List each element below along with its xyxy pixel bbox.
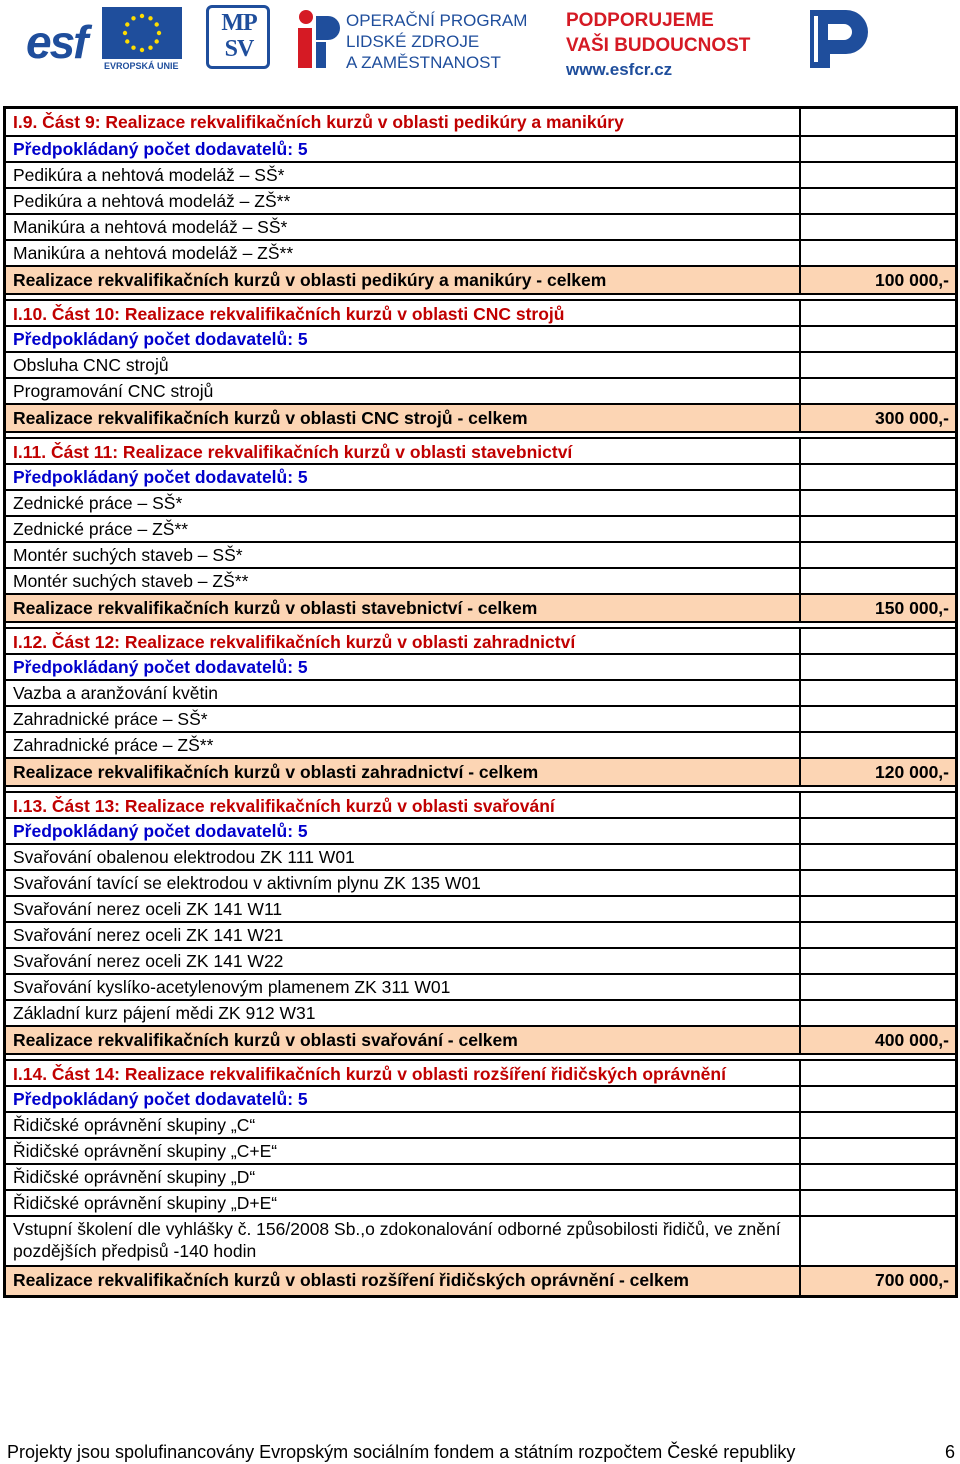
row-amount: 700 000,- bbox=[801, 1267, 955, 1295]
row-label: Řidičské oprávnění skupiny „C+E“ bbox=[6, 1139, 801, 1163]
eu-star-icon bbox=[140, 14, 144, 18]
course-item-row bbox=[6, 845, 955, 871]
row-amount bbox=[801, 871, 955, 895]
row-label: Zahradnické práce – SŠ* bbox=[6, 707, 801, 731]
budget-table bbox=[3, 106, 958, 1298]
course-item-row bbox=[6, 1191, 955, 1217]
eu-star-icon bbox=[148, 16, 152, 20]
row-amount bbox=[801, 353, 955, 377]
row-label: Manikúra a nehtová modeláž – ZŠ** bbox=[6, 241, 801, 265]
eu-caption: EVROPSKÁ UNIE bbox=[104, 61, 179, 71]
section-total-row bbox=[6, 1027, 955, 1055]
course-item-row bbox=[6, 491, 955, 517]
row-amount bbox=[801, 241, 955, 265]
course-item-row bbox=[6, 923, 955, 949]
mpsv-logo-top: MP bbox=[221, 10, 257, 36]
row-label: Zednické práce – ZŠ** bbox=[6, 517, 801, 541]
section-total-row bbox=[6, 1267, 955, 1295]
mpsv-logo bbox=[206, 5, 270, 69]
row-label: Realizace rekvalifikačních kurzů v oblasti zahradnictví - celkem bbox=[6, 759, 801, 785]
eu-star-icon bbox=[140, 48, 144, 52]
row-amount bbox=[801, 163, 955, 187]
eu-star-icon bbox=[157, 31, 161, 35]
eu-star-icon bbox=[155, 39, 159, 43]
row-label: Realizace rekvalifikačních kurzů v oblasti stavebnictví - celkem bbox=[6, 595, 801, 621]
row-amount bbox=[801, 1001, 955, 1025]
section-heading-row bbox=[6, 1059, 955, 1087]
row-amount bbox=[801, 491, 955, 515]
row-label: Vstupní školení dle vyhlášky č. 156/2008 Sb.,o zdokonalování odborné způsobilosti řidičů, ve znění pozdějších předpisů -140 hodin bbox=[6, 1217, 801, 1265]
section-total-row bbox=[6, 267, 955, 295]
row-label: Obsluha CNC strojů bbox=[6, 353, 801, 377]
course-item-row bbox=[6, 897, 955, 923]
course-item-row bbox=[6, 1165, 955, 1191]
section-heading-row bbox=[6, 627, 955, 655]
row-amount: 400 000,- bbox=[801, 1027, 955, 1053]
supplier-count-row bbox=[6, 327, 955, 353]
row-label: Svařování nerez oceli ZK 141 W21 bbox=[6, 923, 801, 947]
row-label: Svařování obalenou elektrodou ZK 111 W01 bbox=[6, 845, 801, 869]
row-label: Předpokládaný počet dodavatelů: 5 bbox=[6, 1087, 801, 1111]
row-label: Předpokládaný počet dodavatelů: 5 bbox=[6, 819, 801, 843]
row-amount bbox=[801, 975, 955, 999]
supplier-count-row bbox=[6, 465, 955, 491]
course-item-row bbox=[6, 975, 955, 1001]
supplier-count-row bbox=[6, 1087, 955, 1113]
row-amount bbox=[801, 109, 955, 135]
row-label: Předpokládaný počet dodavatelů: 5 bbox=[6, 137, 801, 161]
row-amount bbox=[801, 655, 955, 679]
row-label: Zednické práce – SŠ* bbox=[6, 491, 801, 515]
row-label: Předpokládaný počet dodavatelů: 5 bbox=[6, 327, 801, 351]
row-amount bbox=[801, 1217, 955, 1265]
eu-star-icon bbox=[131, 46, 135, 50]
section-total-row bbox=[6, 595, 955, 623]
row-amount bbox=[801, 629, 955, 653]
op-text bbox=[346, 10, 527, 73]
row-amount bbox=[801, 923, 955, 947]
section-heading-row bbox=[6, 437, 955, 465]
course-item-row bbox=[6, 517, 955, 543]
course-item-row bbox=[6, 681, 955, 707]
row-label: Svařování nerez oceli ZK 141 W22 bbox=[6, 949, 801, 973]
row-label: Řidičské oprávnění skupiny „D“ bbox=[6, 1165, 801, 1189]
course-item-row bbox=[6, 241, 955, 267]
p-emblem-icon bbox=[806, 6, 870, 72]
op-line-3: A ZAMĚSTNANOST bbox=[346, 53, 501, 72]
esf-logo bbox=[24, 9, 100, 71]
course-item-row bbox=[6, 189, 955, 215]
eu-star-icon bbox=[131, 16, 135, 20]
row-amount bbox=[801, 189, 955, 213]
course-item-row bbox=[6, 1113, 955, 1139]
course-item-row bbox=[6, 871, 955, 897]
op-lzz-logo bbox=[294, 6, 528, 72]
slogan-line-1: PODPORUJEME bbox=[566, 10, 714, 31]
course-item-row bbox=[6, 1217, 955, 1267]
eu-star-icon bbox=[123, 31, 127, 35]
row-amount bbox=[801, 465, 955, 489]
row-amount: 100 000,- bbox=[801, 267, 955, 293]
esf-eu-logo bbox=[24, 5, 182, 71]
op-line-1: OPERAČNÍ PROGRAM bbox=[346, 11, 528, 30]
row-amount bbox=[801, 845, 955, 869]
row-label: Programování CNC strojů bbox=[6, 379, 801, 403]
row-amount bbox=[801, 1087, 955, 1111]
section-total-row bbox=[6, 405, 955, 433]
row-label: Vazba a aranžování květin bbox=[6, 681, 801, 705]
course-item-row bbox=[6, 569, 955, 595]
row-amount bbox=[801, 707, 955, 731]
eu-star-icon bbox=[125, 39, 129, 43]
row-amount bbox=[801, 517, 955, 541]
row-amount bbox=[801, 1061, 955, 1085]
row-label: Předpokládaný počet dodavatelů: 5 bbox=[6, 655, 801, 679]
row-amount bbox=[801, 733, 955, 757]
course-item-row bbox=[6, 163, 955, 189]
row-amount bbox=[801, 949, 955, 973]
row-label: Řidičské oprávnění skupiny „D+E“ bbox=[6, 1191, 801, 1215]
row-amount bbox=[801, 1113, 955, 1137]
row-amount bbox=[801, 681, 955, 705]
row-label: I.11. Část 11: Realizace rekvalifikačních kurzů v oblasti stavebnictví bbox=[6, 439, 801, 463]
row-amount: 300 000,- bbox=[801, 405, 955, 431]
row-amount bbox=[801, 1191, 955, 1215]
course-item-row bbox=[6, 379, 955, 405]
op-figure-icon bbox=[294, 8, 340, 70]
row-label: Předpokládaný počet dodavatelů: 5 bbox=[6, 465, 801, 489]
course-item-row bbox=[6, 707, 955, 733]
row-label: Pedikúra a nehtová modeláž – ZŠ** bbox=[6, 189, 801, 213]
row-amount bbox=[801, 819, 955, 843]
row-label: Zahradnické práce – ZŠ** bbox=[6, 733, 801, 757]
course-item-row bbox=[6, 733, 955, 759]
eu-star-icon bbox=[148, 46, 152, 50]
section-total-row bbox=[6, 759, 955, 787]
op-line-2: LIDSKÉ ZDROJE bbox=[346, 32, 480, 51]
slogan-url: www.esfcr.cz bbox=[566, 60, 673, 79]
row-amount bbox=[801, 327, 955, 351]
footer-text: Projekty jsou spolufinancovány Evropským sociálním fondem a státním rozpočtem České republiky bbox=[7, 1442, 796, 1462]
section-heading-row bbox=[6, 109, 955, 137]
row-label: Svařování kyslíko-acetylenovým plamenem ZK 311 W01 bbox=[6, 975, 801, 999]
supplier-count-row bbox=[6, 137, 955, 163]
row-label: Základní kurz pájení mědi ZK 912 W31 bbox=[6, 1001, 801, 1025]
row-label: Realizace rekvalifikačních kurzů v oblasti rozšíření řidičských oprávnění - celkem bbox=[6, 1267, 801, 1295]
section-heading-row bbox=[6, 791, 955, 819]
course-item-row bbox=[6, 949, 955, 975]
row-amount bbox=[801, 897, 955, 921]
row-label: I.10. Část 10: Realizace rekvalifikačních kurzů v oblasti CNC strojů bbox=[6, 301, 801, 325]
eu-flag-icon bbox=[102, 7, 182, 59]
course-item-row bbox=[6, 215, 955, 241]
row-label: Manikúra a nehtová modeláž – SŠ* bbox=[6, 215, 801, 239]
row-label: I.14. Část 14: Realizace rekvalifikačních kurzů v oblasti rozšíření řidičských oprávnění bbox=[6, 1061, 801, 1085]
row-label: Realizace rekvalifikačních kurzů v oblasti CNC strojů - celkem bbox=[6, 405, 801, 431]
row-label: Montér suchých staveb – ZŠ** bbox=[6, 569, 801, 593]
row-label: Svařování nerez oceli ZK 141 W11 bbox=[6, 897, 801, 921]
supplier-count-row bbox=[6, 819, 955, 845]
row-label: Svařování tavící se elektrodou v aktivním plynu ZK 135 W01 bbox=[6, 871, 801, 895]
row-label: Montér suchých staveb – SŠ* bbox=[6, 543, 801, 567]
row-label: Řidičské oprávnění skupiny „C“ bbox=[6, 1113, 801, 1137]
row-label: I.13. Část 13: Realizace rekvalifikačních kurzů v oblasti svařování bbox=[6, 793, 801, 817]
header-logos bbox=[0, 0, 960, 92]
mpsv-logo-bottom: SV bbox=[224, 36, 254, 62]
row-amount bbox=[801, 569, 955, 593]
row-amount bbox=[801, 215, 955, 239]
slogan-line-2: VAŠI BUDOUCNOST bbox=[566, 35, 751, 56]
row-amount bbox=[801, 543, 955, 567]
slogan-logo bbox=[566, 8, 766, 84]
supplier-count-row bbox=[6, 655, 955, 681]
row-amount: 150 000,- bbox=[801, 595, 955, 621]
row-amount bbox=[801, 1165, 955, 1189]
esf-wordmark: esf bbox=[26, 16, 87, 68]
course-item-row bbox=[6, 1001, 955, 1027]
row-amount bbox=[801, 439, 955, 463]
eu-star-icon bbox=[155, 22, 159, 26]
row-label: I.9. Část 9: Realizace rekvalifikačních kurzů v oblasti pedikúry a manikúry bbox=[6, 109, 801, 135]
page-number: 6 bbox=[944, 1442, 955, 1462]
row-label: Realizace rekvalifikačních kurzů v oblasti svařování - celkem bbox=[6, 1027, 801, 1053]
row-label: Pedikúra a nehtová modeláž – SŠ* bbox=[6, 163, 801, 187]
course-item-row bbox=[6, 353, 955, 379]
row-label: Realizace rekvalifikačních kurzů v oblasti pedikúry a manikúry - celkem bbox=[6, 267, 801, 293]
row-amount bbox=[801, 137, 955, 161]
row-label: I.12. Část 12: Realizace rekvalifikačních kurzů v oblasti zahradnictví bbox=[6, 629, 801, 653]
row-amount bbox=[801, 793, 955, 817]
eu-star-icon bbox=[125, 22, 129, 26]
course-item-row bbox=[6, 1139, 955, 1165]
row-amount: 120 000,- bbox=[801, 759, 955, 785]
row-amount bbox=[801, 379, 955, 403]
section-heading-row bbox=[6, 299, 955, 327]
course-item-row bbox=[6, 543, 955, 569]
row-amount bbox=[801, 301, 955, 325]
row-amount bbox=[801, 1139, 955, 1163]
